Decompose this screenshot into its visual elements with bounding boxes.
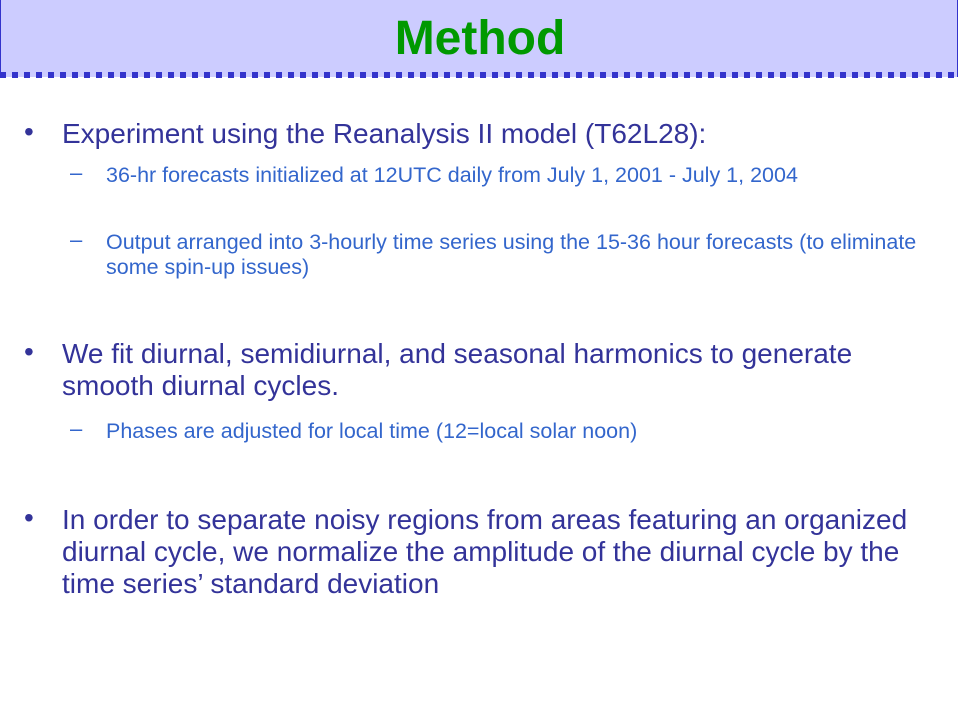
bullet-marker: • [24, 116, 34, 147]
bullet-marker: • [24, 502, 34, 533]
title-dotted-border [0, 72, 958, 78]
bullet-text: In order to separate noisy regions from areas featuring an organized diurnal cycle, we normalize the amplitude of the diurnal cycle by the time series’ standard deviation [62, 504, 908, 599]
sub-bullet-marker: – [70, 160, 83, 185]
slide-title: Method [394, 12, 566, 65]
sub-bullet-text: Phases are adjusted for local time (12=local solar noon) [106, 419, 638, 443]
sub-bullet-marker: – [70, 416, 83, 441]
sub-bullet-marker: – [70, 227, 83, 252]
sub-bullet-text: 36-hr forecasts initialized at 12UTC daily from July 1, 2001 - July 1, 2004 [106, 163, 798, 187]
bullet-text: We fit diurnal, semidiurnal, and seasonal harmonics to generate smooth diurnal cycles. [62, 338, 853, 401]
bullet-text: Experiment using the Reanalysis II model (T62L28): [62, 118, 707, 149]
sub-bullet-text: Output arranged into 3-hourly time series using the 15-36 hour forecasts (to eliminate some spin-up issues) [106, 230, 917, 279]
bullet-marker: • [24, 336, 34, 367]
